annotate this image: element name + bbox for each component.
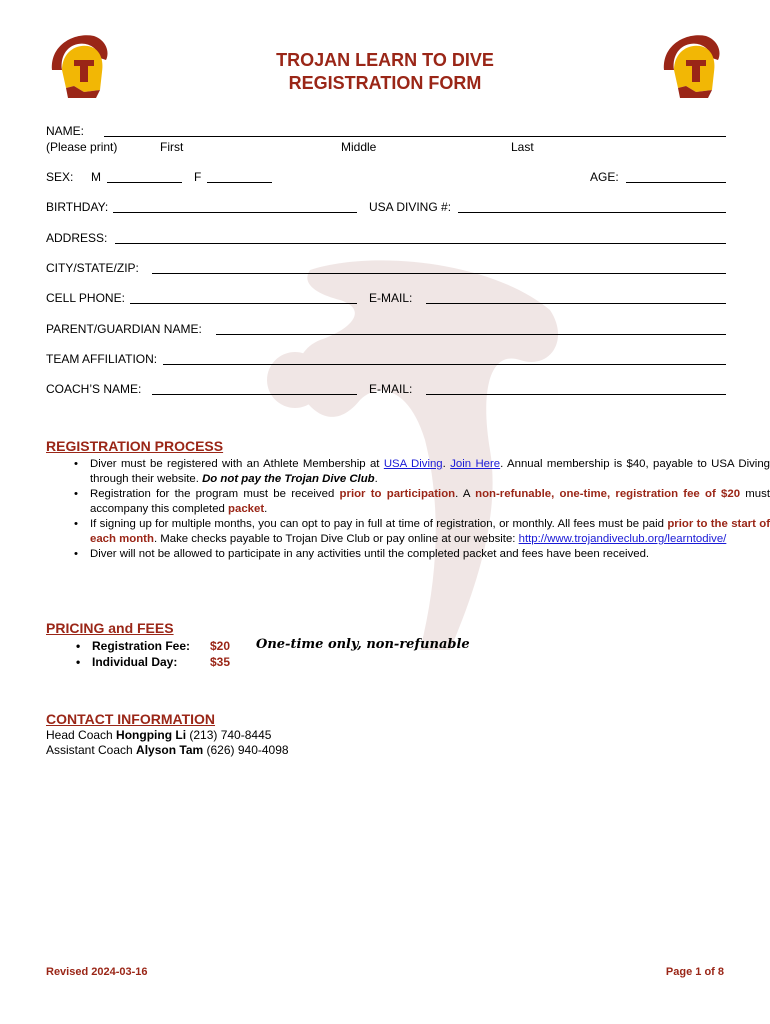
cell-phone-label: CELL PHONE: (46, 291, 125, 305)
list-item: • Diver will not be allowed to participate in any activities until the completed packet and fees have been received. (90, 547, 770, 562)
join-here-link[interactable]: Join Here (450, 458, 501, 470)
contact-heading: CONTACT INFORMATION (46, 711, 216, 727)
page-subtitle: REGISTRATION FORM (288, 73, 482, 93)
age-field[interactable] (626, 182, 726, 183)
middle-name-caption: Middle (341, 140, 377, 154)
sex-m-field[interactable] (107, 182, 182, 183)
team-affiliation-field[interactable] (163, 364, 726, 365)
registration-fee-label: Registration Fee: (92, 639, 191, 653)
sex-m-label: M (91, 170, 101, 184)
registration-list (46, 457, 770, 562)
last-name-caption: Last (511, 140, 534, 154)
name-hint: (Please print) (46, 140, 118, 154)
birthday-label: BIRTHDAY: (46, 200, 109, 214)
list-item: • Registration for the program must be received prior to participation. A non-refunable, one-time, registration fee of $20 must accompany this completed packet. (90, 487, 770, 517)
list-item: • If signing up for multiple months, you can opt to pay in full at time of registration, or monthly. All fees must be paid prior to the start of each month. Make checks payable to Trojan Dive Club or pay online at our website: http://www.trojandiveclub.org/learntodive/ (90, 517, 770, 547)
fee-note: One-time only, non-refunable (256, 637, 470, 652)
individual-day-label: Individual Day: (92, 655, 178, 669)
assistant-coach-line: Assistant Coach Alyson Tam (626) 940-4098 (46, 743, 289, 757)
parent-guardian-field[interactable] (216, 334, 726, 335)
coach-email-label: E-MAIL: (369, 382, 413, 396)
head-coach-line: Head Coach Hongping Li (213) 740-8445 (46, 728, 272, 742)
page-title: TROJAN LEARN TO DIVE (276, 50, 494, 70)
pricing-heading: PRICING and FEES (46, 620, 174, 636)
parent-guardian-label: PARENT/GUARDIAN NAME: (46, 322, 202, 336)
coach-name-field[interactable] (152, 394, 357, 395)
bullet-icon: • (76, 655, 81, 669)
sex-f-field[interactable] (207, 182, 272, 183)
cell-phone-field[interactable] (130, 303, 357, 304)
coach-email-field[interactable] (426, 394, 726, 395)
name-field[interactable] (104, 136, 726, 137)
birthday-field[interactable] (113, 212, 357, 213)
address-field[interactable] (115, 243, 726, 244)
city-state-zip-field[interactable] (152, 273, 726, 274)
age-label: AGE: (590, 170, 619, 184)
first-name-caption: First (160, 140, 184, 154)
registration-fee-value: $20 (210, 639, 231, 653)
page-number: Page 1 of 8 (665, 966, 724, 978)
address-label: ADDRESS: (46, 231, 108, 245)
website-link[interactable]: http://www.trojandiveclub.org/learntodive/ (518, 533, 727, 545)
name-label: NAME: (46, 124, 85, 138)
email-field[interactable] (426, 303, 726, 304)
usa-diving-link[interactable]: USA Diving (383, 458, 443, 470)
sex-label: SEX: (46, 170, 74, 184)
email-label: E-MAIL: (369, 291, 413, 305)
registration-heading: REGISTRATION PROCESS (46, 438, 224, 454)
individual-day-value: $35 (210, 655, 231, 669)
bullet-icon: • (76, 639, 81, 653)
sex-f-label: F (194, 170, 202, 184)
coach-name-label: COACH’S NAME: (46, 382, 142, 396)
usa-diving-label: USA DIVING #: (369, 200, 452, 214)
revised-date: Revised 2024-03-16 (46, 966, 148, 978)
city-state-zip-label: CITY/STATE/ZIP: (46, 261, 139, 275)
usa-diving-field[interactable] (458, 212, 726, 213)
team-affiliation-label: TEAM AFFILIATION: (46, 352, 158, 366)
list-item: • Diver must be registered with an Athlete Membership at USA Diving. Join Here. Annual membership is $40, payable to USA Diving through their website. Do not pay the Trojan Dive Club. (90, 457, 770, 487)
